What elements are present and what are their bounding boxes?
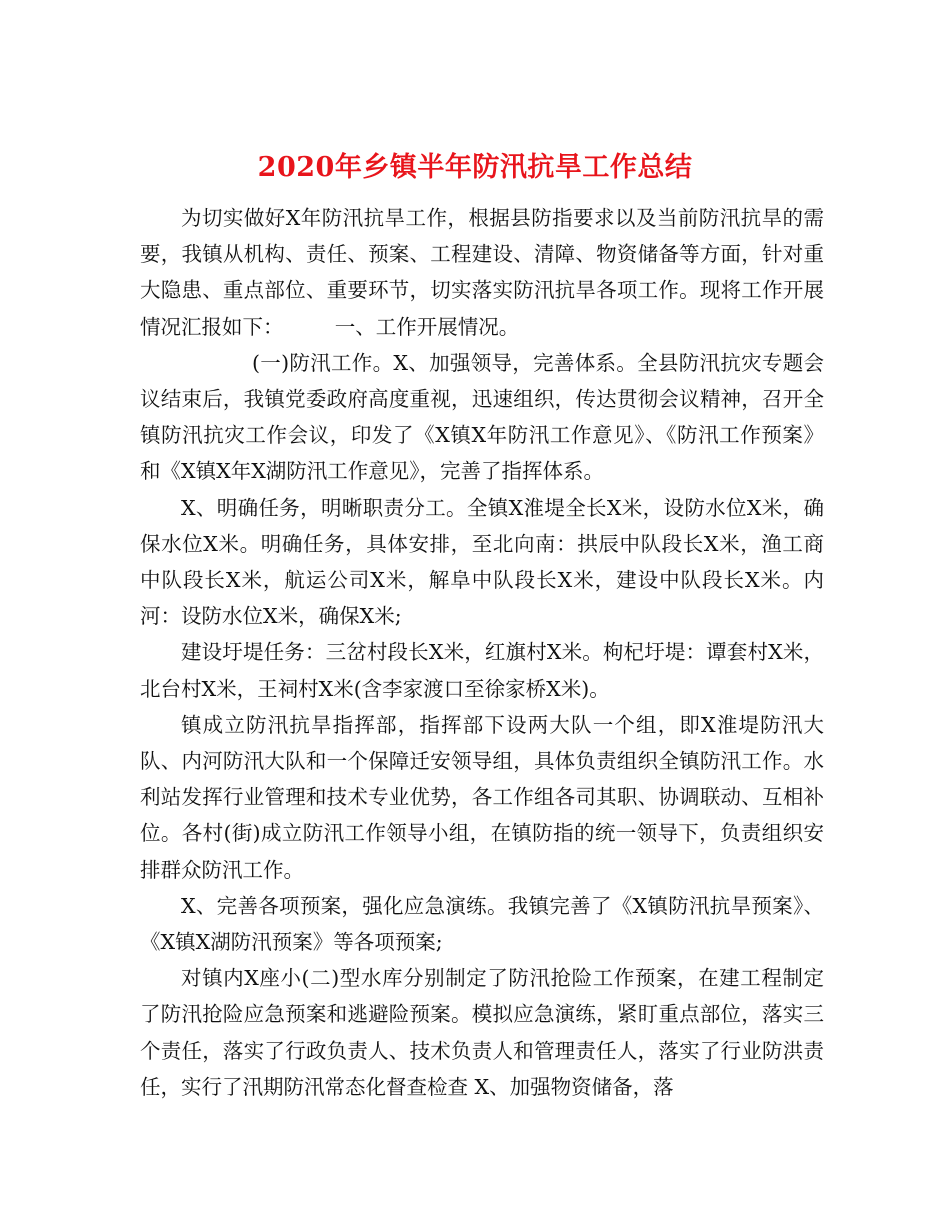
document-body [140,200,824,1105]
paragraph: X、明确任务，明晰职责分工。全镇X淮堤全长X米，设防水位X米，确保水位X米。明确任务，具体安排，至北向南：拱辰中队段长X米，渔工商中队段长X米，航运公司X米，解阜中队段长X米，建设中队段长X米。内河：设防水位X米，确保X米; [140,495,824,629]
paragraph: 建设圩堤任务：三岔村段长X米，红旗村X米。枸杞圩堤：谭套村X米，北台村X米，王祠村X米(含李家渡口至徐家桥X米)。 [140,640,824,701]
document-title: 2020年乡镇半年防汛抗旱工作总结 [257,152,693,184]
paragraph: 对镇内X座小(二)型水库分别制定了防汛抢险工作预案，在建工程制定了防汛抢险应急预案和逃避险预案。模拟应急演练，紧盯重点部位，落实三个责任，落实了行政负责人、技术负责人和管理责任人，落实了行业防洪责任，实行了汛期防汛常态化督查检查 X、加强物资储备，落 [140,966,824,1099]
paragraph: X、完善各项预案，强化应急演练。我镇完善了《X镇防汛抗旱预案》、《X镇X湖防汛预案》等各项预案; [140,893,824,955]
paragraph: 镇成立防汛抗旱指挥部，指挥部下设两大队一个组，即X淮堤防汛大队、内河防汛大队和一个保障迁安领导组，具体负责组织全镇防汛工作。水利站发挥行业管理和技术专业优势，各工作组各司其职、协调联动、互相补位。各村(街)成立防汛工作领导小组，在镇防指的统一领导下，负责组织安排群众防汛工作。 [140,712,824,882]
paragraph: 为切实做好X年防汛抗旱工作，根据县防指要求以及当前防汛抗旱的需要，我镇从机构、责任、预案、工程建设、清障、物资储备等方面，针对重大隐患、重点部位、重要环节，切实落实防汛抗旱各项工作。现将工作开展情况汇报如下： 一、工作开展情况。 [140,206,824,339]
paragraph: (一)防汛工作。X、加强领导，完善体系。全县防汛抗灾专题会议结束后，我镇党委政府高度重视，迅速组织，传达贯彻会议精神，召开全镇防汛抗灾工作会议，印发了《X镇X年防汛工作意见》、《防汛工作预案》和《X镇X年X湖防汛工作意见》，完善了指挥体系。 [140,350,824,484]
